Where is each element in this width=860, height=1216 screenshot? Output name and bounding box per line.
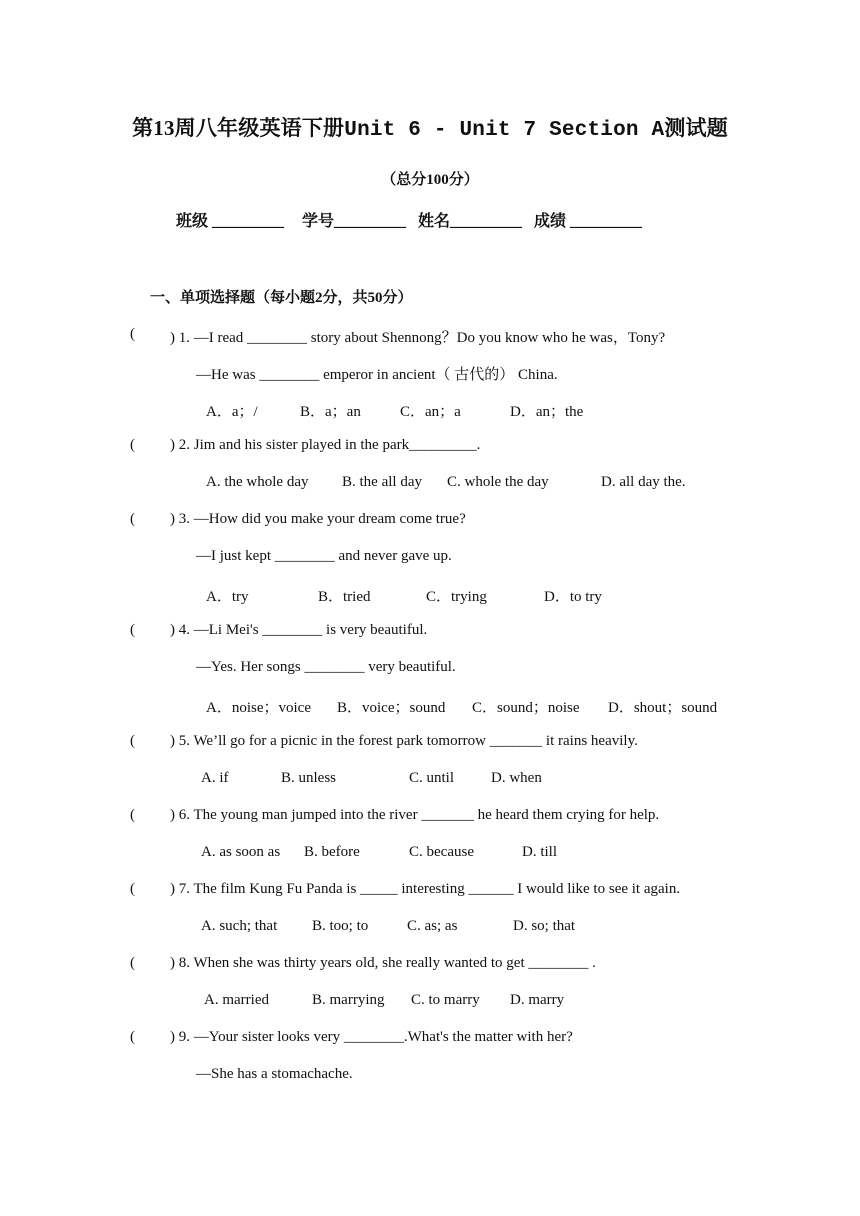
option-c: C. whole the day xyxy=(447,474,549,490)
question-line: —She has a stomachache. xyxy=(196,1066,353,1082)
name-field: 姓名_________ xyxy=(418,213,523,230)
option-a: A．noise；voice xyxy=(206,700,311,716)
question-line: ) 2. Jim and his sister played in the park_________. xyxy=(170,437,481,453)
option-a: A. if xyxy=(201,770,229,786)
question-line: —I just kept ________ and never gave up. xyxy=(196,548,452,564)
option-b: B．a；an xyxy=(300,404,361,420)
option-c: C．trying xyxy=(426,589,487,605)
option-d: D．shout；sound xyxy=(608,700,718,716)
option-d: D．an；the xyxy=(510,404,584,420)
title-suffix: 测试题 xyxy=(664,116,728,140)
answer-blank-paren: ( xyxy=(130,881,135,897)
option-a: A. such; that xyxy=(201,918,278,934)
student-number-field: 学号_________ xyxy=(302,213,407,230)
question-line: ) 9. —Your sister looks very ________.What's the matter with her? xyxy=(170,1029,573,1045)
question-line: ) 5. We’ll go for a picnic in the forest park tomorrow _______ it rains heavily. xyxy=(170,733,638,749)
option-b: B. the all day xyxy=(342,474,422,490)
score-field: 成绩 _________ xyxy=(534,213,643,230)
option-b: B．tried xyxy=(318,589,371,605)
question-line: —Yes. Her songs ________ very beautiful. xyxy=(196,659,456,675)
option-d: D．to try xyxy=(544,589,602,605)
answer-blank-paren: ( xyxy=(130,622,135,638)
answer-blank-paren: ( xyxy=(130,437,135,453)
option-a: A. the whole day xyxy=(206,474,309,490)
question-line: ) 4. —Li Mei's ________ is very beautiful. xyxy=(170,622,428,638)
class-field: 班级 _________ xyxy=(176,213,285,230)
page-title xyxy=(0,112,860,142)
section-heading: 一、单项选择题（每小题2分，共50分） xyxy=(150,290,413,306)
question-line: —He was ________ emperor in ancient（ 古代的） China. xyxy=(196,367,558,383)
option-c: C．sound；noise xyxy=(472,700,580,716)
option-c: C. because xyxy=(409,844,474,860)
option-d: D. till xyxy=(522,844,558,860)
option-b: B. before xyxy=(304,844,360,860)
question-line: ) 1. —I read ________ story about Shennong？Do you know who he was，Tony? xyxy=(170,330,666,346)
option-d: D. all day the. xyxy=(601,474,686,490)
answer-blank-paren: ( xyxy=(130,807,135,823)
answer-blank-paren: ( xyxy=(130,1029,135,1045)
option-a: A. married xyxy=(204,992,269,1008)
option-a: A．a；/ xyxy=(206,404,258,420)
student-info-row xyxy=(176,208,642,231)
option-c: C. as; as xyxy=(407,918,458,934)
option-b: B. unless xyxy=(281,770,337,786)
option-a: A．try xyxy=(206,589,249,605)
total-score-note: （总分100分） xyxy=(381,172,479,188)
answer-blank-paren: ( xyxy=(130,326,135,342)
option-b: B. marrying xyxy=(312,992,385,1008)
option-c: C. to marry xyxy=(411,992,480,1008)
option-d: D. when xyxy=(491,770,542,786)
answer-blank-paren: ( xyxy=(130,733,135,749)
answer-blank-paren: ( xyxy=(130,955,135,971)
question-line: ) 7. The film Kung Fu Panda is _____ interesting ______ I would like to see it again. xyxy=(170,881,681,897)
option-c: C．an；a xyxy=(400,404,461,420)
option-a: A. as soon as xyxy=(201,844,281,860)
question-line: ) 6. The young man jumped into the river _______ he heard them crying for help. xyxy=(170,807,660,823)
question-line: ) 3. —How did you make your dream come true? xyxy=(170,511,466,527)
title-prefix: 第13周八年级英语下册 xyxy=(132,116,345,140)
option-b: B．voice；sound xyxy=(337,700,446,716)
option-d: D. so; that xyxy=(513,918,576,934)
option-d: D. marry xyxy=(510,992,565,1008)
option-b: B. too; to xyxy=(312,918,369,934)
answer-blank-paren: ( xyxy=(130,511,135,527)
question-line: ) 8. When she was thirty years old, she really wanted to get ________ . xyxy=(170,955,596,971)
title-unit-range: Unit 6 - Unit 7 Section A xyxy=(344,119,665,142)
option-c: C. until xyxy=(409,770,455,786)
